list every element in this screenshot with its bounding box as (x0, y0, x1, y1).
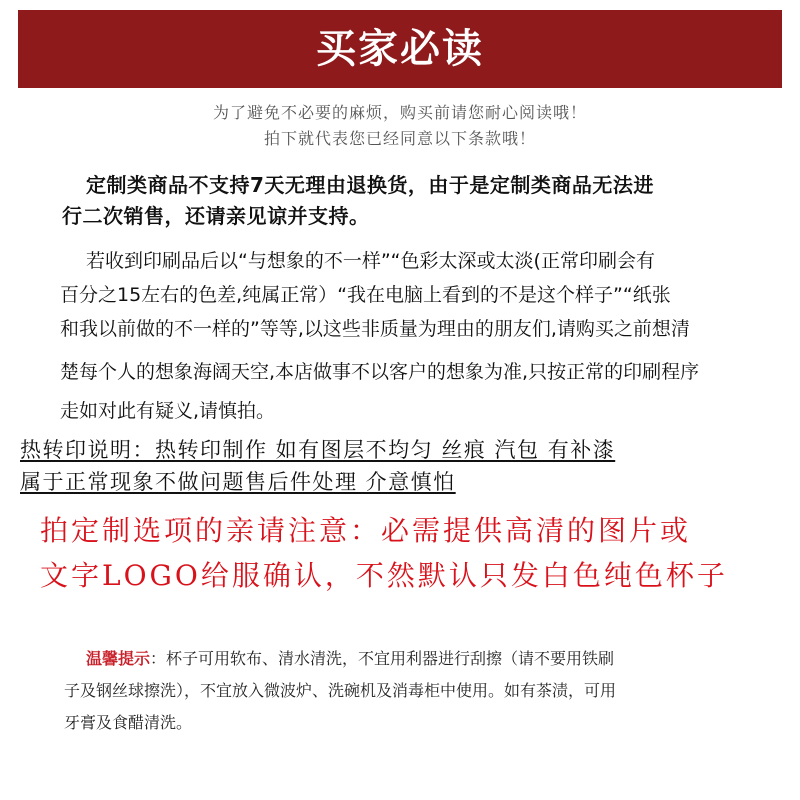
heat-transfer-line-2: 属于正常现象不做问题售后件处理 介意慎怕 (20, 470, 456, 494)
tips-label: 温馨提示 (86, 649, 151, 668)
custom-notice-line-2: 文字LOGO给服确认，不然默认只发白色纯色杯子 (40, 559, 728, 592)
body-line-1: 若收到印刷品后以“与想象的不一样”“色彩太深或太淡(正常印刷会有 (86, 250, 655, 272)
header-banner (18, 10, 782, 88)
page-title: 买家必读 (316, 26, 484, 72)
body-line-3: 和我以前做的不一样的”等等,以这些非质量为理由的朋友们,请购买之前想清 (60, 318, 690, 340)
body-line-2: 百分之15左右的色差,纯属正常）“我在电脑上看到的不是这个样子”“纸张 (60, 284, 671, 306)
heat-transfer-line-1: 热转印说明：热转印制作 如有图层不均匀 丝痕 汽包 有补漆 (20, 438, 616, 462)
notice-line-2: 拍下就代表您已经同意以下条款哦！ (263, 129, 536, 148)
tips-line-3: 牙膏及食醋清洗。 (64, 713, 193, 732)
tips-text-1: ：杯子可用软布、清水清洗，不宜用利器进行刮擦（请不要用铁刷 (150, 649, 615, 668)
custom-notice-line-1: 拍定制选项的亲请注意：必需提供高清的图片或 (40, 514, 692, 547)
body-line-5: 走如对此有疑义,请慎拍。 (60, 400, 276, 422)
tips-line-1 (86, 648, 614, 670)
policy-line-2: 行二次销售，还请亲见谅并支持。 (62, 204, 370, 228)
body-line-4: 楚每个人的想象海阔天空,本店做事不以客户的想象为准,只按正常的印刷程序 (60, 361, 700, 383)
tips-line-2: 子及钢丝球擦洗），不宜放入微波炉、洗碗机及消毒柜中使用。如有茶渍，可用 (64, 681, 617, 700)
policy-line-1: 定制类商品不支持7天无理由退换货，由于是定制类商品无法进 (86, 173, 654, 197)
notice-line-1: 为了避免不必要的麻烦，购买前请您耐心阅读哦！ (212, 103, 587, 122)
